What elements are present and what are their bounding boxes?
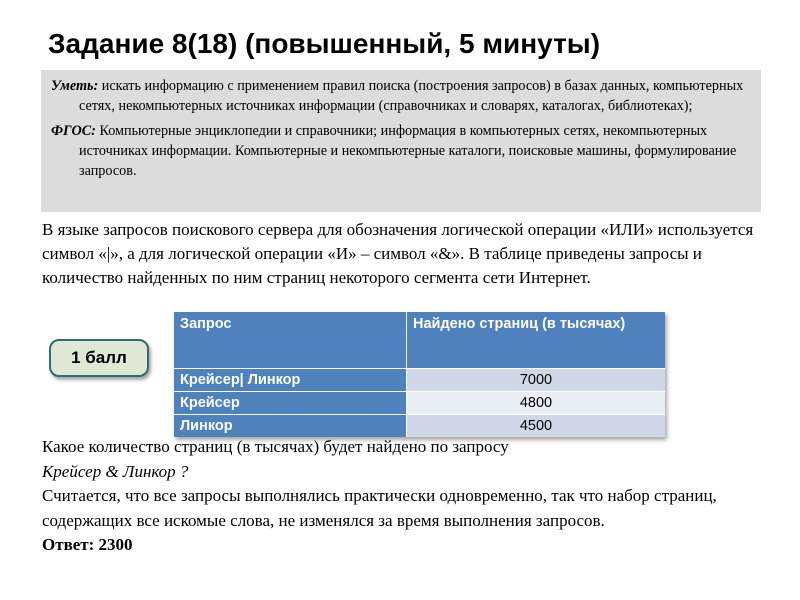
table-row: [174, 415, 665, 438]
intro-text: В языке запросов поискового сервера для обозначения логической операции «ИЛИ» используется символ «|», а для логической операции «И» – символ «&». В таблице приведены запросы и количество найденных по ним страниц некоторого сегмента сети Интернет.: [42, 220, 754, 287]
table-header-row: [174, 312, 665, 369]
query-cell: Крейсер: [174, 392, 407, 415]
query-cell: Линкор: [174, 415, 407, 438]
header-query: Запрос: [174, 312, 407, 369]
fgos-text: Компьютерные энциклопедии и справочники; информация в компьютерных сетях, некомпьютерных источниках информации. Компьютерные и некомпьютерные каталоги, поисковые машины, формулирование запросов.: [79, 123, 737, 179]
answer: Ответ: 2300: [42, 535, 133, 554]
question-line: Какое количество страниц (в тысячах) будет найдено по запросу: [42, 437, 509, 456]
page-title: Задание 8(18) (повышенный, 5 минуты): [48, 28, 601, 59]
query-table: [174, 312, 665, 437]
umet-label: Уметь:: [51, 78, 99, 94]
objectives-box: [41, 70, 761, 212]
pages-cell: 4500: [407, 415, 666, 438]
question-query: Крейсер & Линкор ?: [42, 461, 189, 481]
points-badge: 1 балл: [49, 339, 149, 377]
fgos-label: ФГОС:: [51, 123, 96, 139]
header-pages: Найдено страниц (в тысячах): [407, 312, 666, 369]
umet-text: искать информацию с применением правил поиска (построения запросов) в базах данных, компьютерных сетях, некомпьютерных источниках информации (справочниках и словарях, каталогах, библиотеках);: [79, 78, 744, 114]
umet-objective: [51, 76, 749, 116]
question-note: Считается, что все запросы выполнялись практически одновременно, так что набор страниц, содержащих все искомые слова, не изменялся за время выполнения запросов.: [42, 486, 717, 530]
fgos-objective: [51, 121, 749, 181]
query-cell: Крейсер| Линкор: [174, 369, 407, 392]
table-row: [174, 392, 665, 415]
pages-cell: 4800: [407, 392, 666, 415]
table-row: [174, 369, 665, 392]
pages-cell: 7000: [407, 369, 666, 392]
question-block: [42, 435, 772, 558]
